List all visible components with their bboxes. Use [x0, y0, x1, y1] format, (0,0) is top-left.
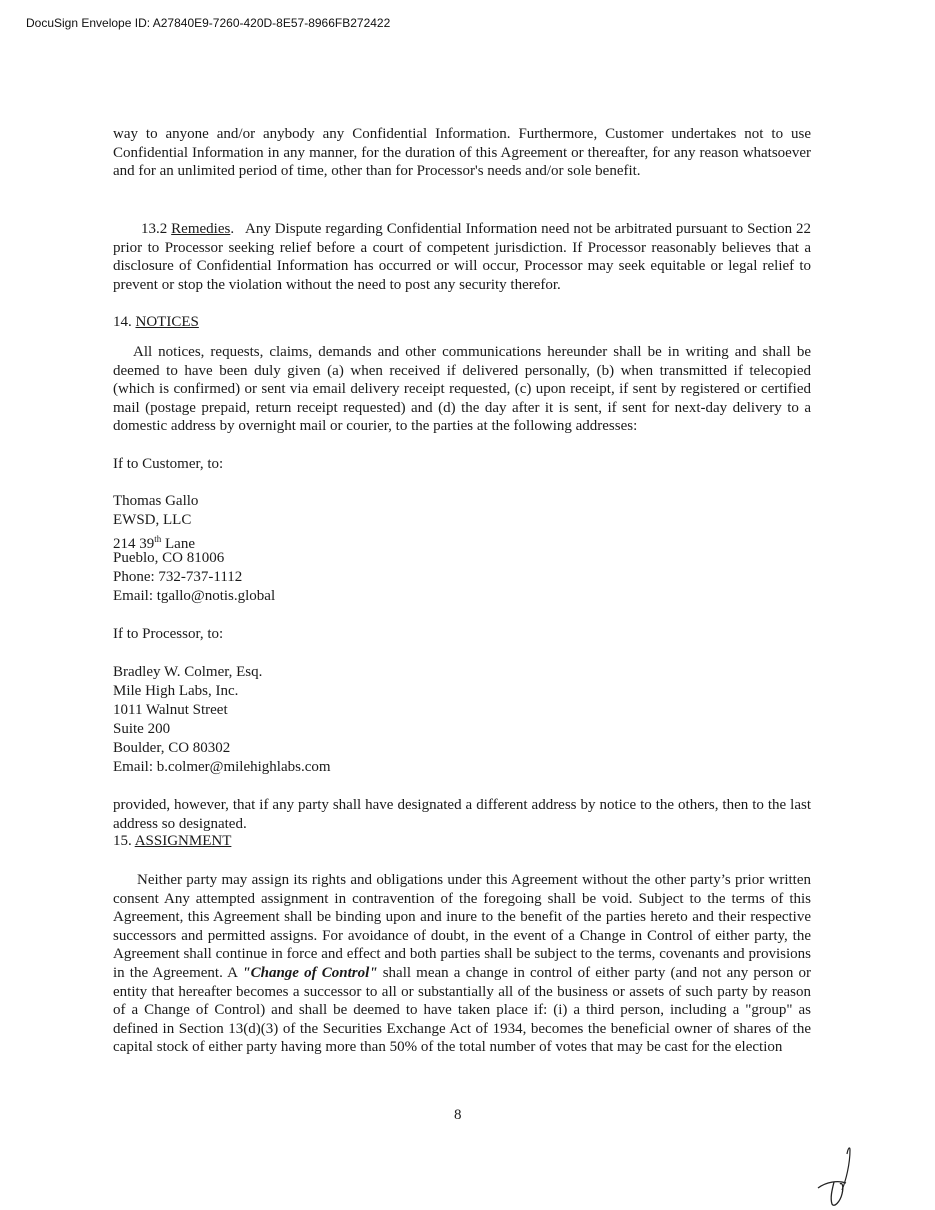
initials-signature-icon	[812, 1140, 860, 1210]
notices-paragraph: All notices, requests, claims, demands and other communications hereunder shall be in writing and shall be deemed to have been duly given (a) when received if delivered personally, (b) when transmitted if telecopied (which is confirmed) or sent via email delivery receipt requested, (c) upon receipt, if sent by registered or certified mail (postage prepaid, return receipt requested) and (d) the day after it is sent, if sent for next-day delivery to a domestic address by overnight mail or courier, to the parties at the following addresses:	[113, 344, 811, 435]
customer-phone: Phone: 732-737-1112	[113, 569, 243, 585]
remedies-paragraph: 13.2 Remedies. Any Dispute regarding Confidential Information need not be arbitrated pursuant to Section 22 prior to Processor seeking relief before a court of competent jurisdiction. If Processor reasonably believes that a disclosure of Confidential Information has occurred or will occur, Processor may seek equitable or legal relief to prevent or stop the violation without the need to post any security therefor.	[113, 221, 811, 293]
processor-street: 1011 Walnut Street	[113, 702, 228, 718]
remedies-heading: Remedies	[171, 221, 231, 237]
customer-street-name: Lane	[161, 536, 195, 552]
processor-suite: Suite 200	[113, 721, 171, 737]
customer-email: Email: tgallo@notis.global	[113, 588, 276, 604]
customer-company: EWSD, LLC	[113, 512, 192, 528]
processor-name: Bradley W. Colmer, Esq.	[113, 664, 263, 680]
remedies-text: Any Dispute regarding Confidential Information need not be arbitrated pursuant to Section 22 prior to Processor seeking relief before a court of competent jurisdiction. If Processor reasonably believes that a disclosure of Confidential Information has occurred or will occur, Processor may seek equitable or legal relief to prevent or stop the violation without the need to post any security therefor.	[113, 221, 811, 293]
assignment-text-b: shall mean a change in control of either party (and not any person or entity that hereafter becomes a successor to all or substantially all of the business or assets of such party by reason of a Change of Control) and shall be deemed to have taken place if: (i) a third person, including a "group" as defined in Section 13(d)(3) of the Securities Exchange Act of 1934, becomes the beneficial owner of shares of the capital stock of either party having more than 50% of the total number of votes that may be cast for the election	[113, 964, 811, 1056]
change-of-control-term: "Change of Control"	[242, 964, 378, 981]
page-number: 8	[454, 1107, 462, 1123]
processor-company: Mile High Labs, Inc.	[113, 683, 239, 699]
assignment-paragraph	[113, 871, 811, 1057]
customer-city: Pueblo, CO 81006	[113, 550, 225, 566]
remedies-number: 13.2	[141, 221, 168, 237]
customer-intro: If to Customer, to:	[113, 456, 224, 472]
processor-city: Boulder, CO 80302	[113, 740, 231, 756]
processor-intro: If to Processor, to:	[113, 626, 224, 642]
assignment-text-a: Neither party may assign its rights and obligations under this Agreement without the other party’s prior written consent Any attempted assignment in contravention of the foregoing shall be void. Subject to the terms of this Agreement, this Agreement shall be binding upon and inure to the benefit of the parties hereto and their respective successors and permitted assigns. For avoidance of doubt, in the event of a Change in Control of either party, the Agreement shall continue in force and effect and both parties shall be subject to the terms, covenants and provisions in the Agreement. A	[113, 872, 811, 981]
docusign-envelope-id: DocuSign Envelope ID: A27840E9-7260-420D-8E57-8966FB272422	[26, 16, 391, 30]
confidential-paragraph: way to anyone and/or anybody any Confidential Information. Furthermore, Customer undertakes not to use Confidential Information in any manner, for the duration of this Agreement or thereafter, for any reason whatsoever and for an unlimited period of time, other than for Processor's needs and/or sole benefit.	[113, 126, 811, 180]
assignment-number: 15.	[113, 833, 132, 849]
assignment-heading-line	[113, 832, 231, 850]
notices-heading: NOTICES	[135, 314, 199, 330]
provided-paragraph: provided, however, that if any party shall have designated a different address by notice to the others, then to the last address so designated.	[113, 797, 811, 832]
customer-street-suffix: th	[154, 534, 162, 544]
notices-heading-line	[113, 313, 199, 331]
processor-email: Email: b.colmer@milehighlabs.com	[113, 759, 331, 775]
assignment-heading: ASSIGNMENT	[134, 833, 232, 849]
customer-street-number: 214 39	[113, 536, 155, 552]
notices-number: 14.	[113, 314, 132, 330]
customer-name: Thomas Gallo	[113, 493, 199, 509]
